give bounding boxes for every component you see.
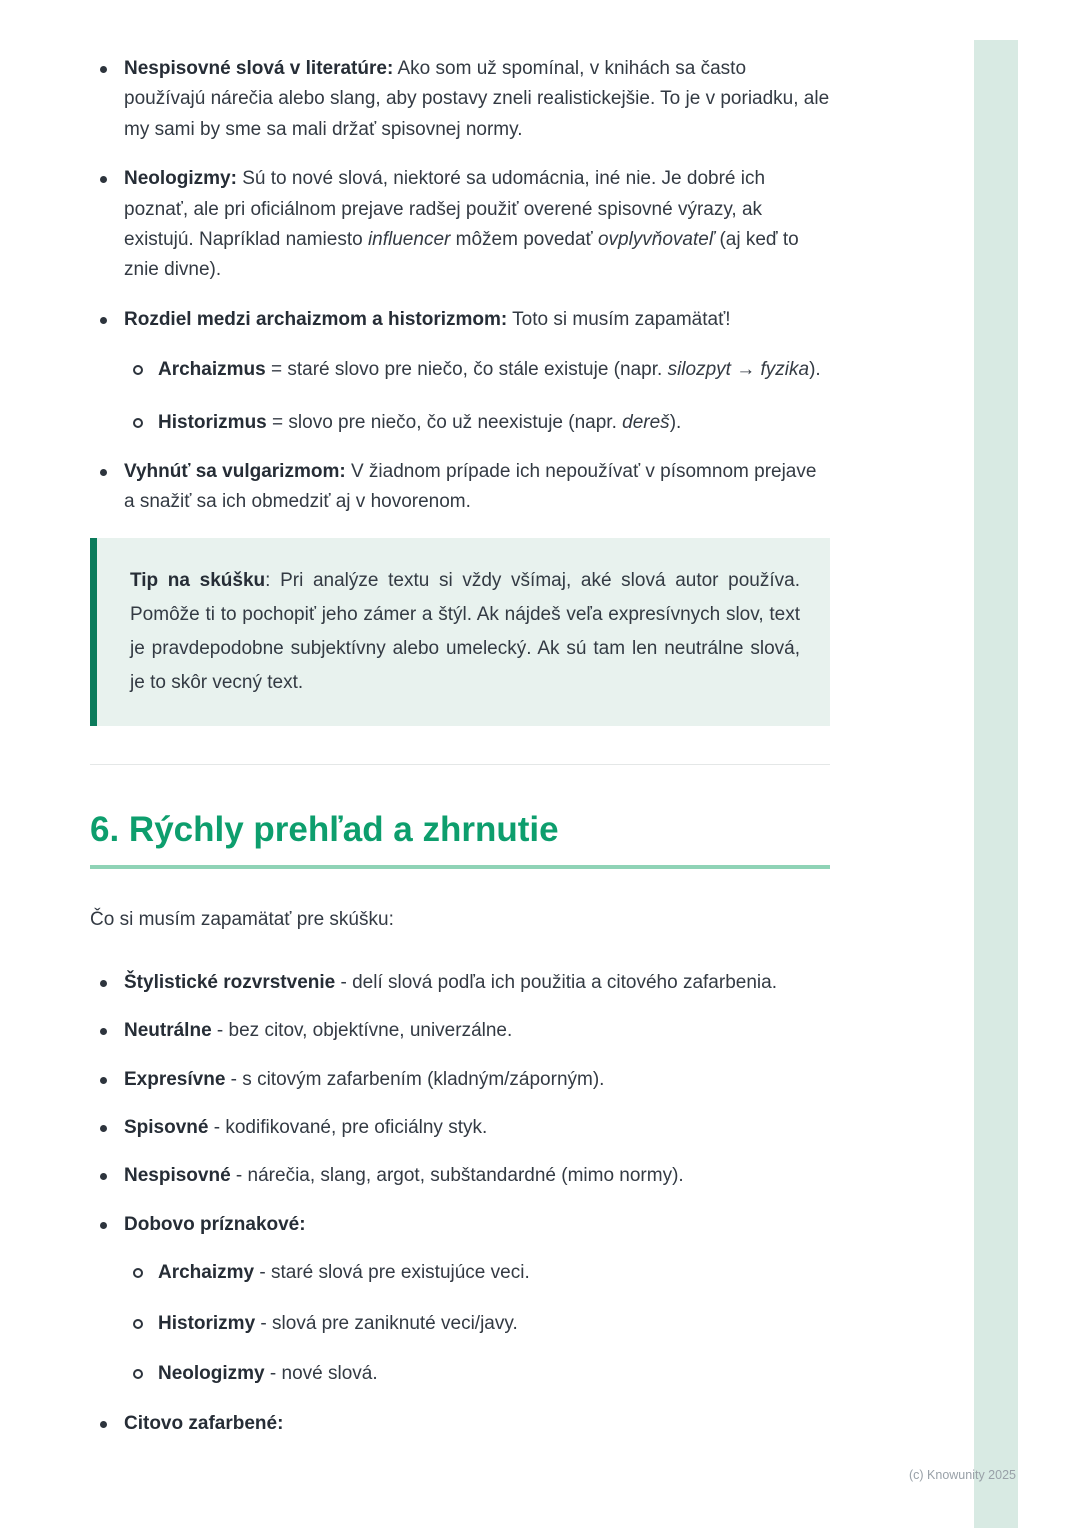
section-divider: [90, 764, 830, 765]
section-heading: 6. Rýchly prehľad a zhrnutie: [90, 810, 559, 850]
text-segment: ).: [669, 411, 682, 433]
text-segment: Ako som už spomínal, v knihách sa často používajú nárečia alebo slang, aby postavy zneli realistickejšie. To je v poriadku, ale my sami by sme sa mali držať spisovnej normy.: [124, 58, 830, 140]
list-item: [124, 355, 830, 385]
text-segment: - kodifikované, pre oficiálny styk.: [208, 1117, 488, 1138]
list-item: [90, 1113, 830, 1143]
page-content: [90, 40, 830, 1458]
text-segment: - nové slová.: [264, 1362, 378, 1384]
list-item: [124, 408, 830, 438]
text-segment: Historizmy: [158, 1312, 256, 1334]
text-segment: Neutrálne: [124, 1020, 212, 1042]
text-segment: Vyhnúť sa vulgarizmom:: [124, 460, 346, 482]
text-segment: Historizmus: [158, 411, 267, 433]
list-item: [90, 1210, 830, 1390]
text-segment: - staré slová pre existujúce veci.: [254, 1262, 530, 1284]
list-item: [90, 305, 830, 438]
list-item: [90, 1409, 830, 1439]
text-segment: - delí slová podľa ich použitia a citového zafarbenia.: [335, 971, 777, 993]
text-segment: Archaizmy: [158, 1262, 255, 1284]
text-segment: ovplyvňovateľ: [597, 228, 715, 250]
text-segment: →: [730, 359, 761, 381]
sub-list: [124, 1258, 830, 1389]
tip-text: [130, 564, 800, 701]
footer-copyright: (c) Knowunity 2025: [908, 1468, 1016, 1482]
text-segment: Toto si musím zapamätať!: [507, 308, 731, 330]
tip-callout: [90, 538, 830, 727]
text-segment: Štylistické rozvrstvenie: [124, 971, 336, 993]
text-segment: fyzika: [760, 359, 810, 381]
text-segment: Neologizmy:: [124, 168, 237, 190]
text-segment: V žiadnom prípade ich nepoužívať v písomnom prejave a snažiť sa ich obmedziť aj v hovorenom.: [124, 460, 817, 513]
text-segment: (aj keď to znie divne).: [124, 228, 799, 281]
text-segment: Tip na skúšku: [130, 569, 266, 591]
text-segment: Neologizmy: [158, 1362, 265, 1384]
notes-list: [90, 54, 830, 518]
list-item: [124, 1258, 830, 1288]
list-item: [90, 968, 830, 998]
text-segment: silozpyt: [667, 359, 731, 381]
list-item: [90, 164, 830, 286]
section-intro: Čo si musím zapamätať pre skúšku:: [90, 909, 394, 931]
text-segment: - slová pre zaniknuté veci/javy.: [255, 1312, 518, 1334]
text-segment: Dobovo príznakové:: [124, 1213, 306, 1235]
list-item: [90, 1161, 830, 1191]
text-segment: : Pri analýze textu si vždy všímaj, aké slová autor používa. Pomôže ti to pochopiť jeho zámer a štýl. Ak nájdeš veľa expresívnych slov, text je pravdepodobne subjektívny alebo umelecký. Ak sú tam len neutrálne slová, je to skôr vecný text.: [130, 569, 800, 694]
list-item: [90, 54, 830, 145]
text-segment: Sú to nové slová, niektoré sa udomácnia, iné nie. Je dobré ich poznať, ale pri oficiálnom prejave radšej použiť overené spisovné výrazy, ak existujú. Napríklad namiesto: [124, 168, 766, 250]
text-segment: Rozdiel medzi archaizmom a historizmom:: [124, 308, 508, 330]
text-segment: Nespisovné: [124, 1165, 231, 1187]
list-item: [124, 1309, 830, 1339]
summary-list: [90, 968, 830, 1440]
text-segment: Citovo zafarbené:: [124, 1413, 284, 1435]
text-segment: - s citovým zafarbením (kladným/záporným).: [225, 1068, 605, 1090]
text-segment: Expresívne: [124, 1068, 226, 1090]
text-segment: - bez citov, objektívne, univerzálne.: [211, 1020, 513, 1042]
list-item: [124, 1359, 830, 1389]
text-segment: Nespisovné slová v literatúre:: [124, 58, 394, 79]
text-segment: ).: [809, 359, 821, 381]
page-side-stripe: [974, 40, 1018, 1528]
text-segment: = slovo pre niečo, čo už neexistuje (napr.: [266, 411, 623, 433]
list-item: [90, 1016, 830, 1046]
text-segment: Archaizmus: [158, 359, 266, 381]
text-segment: môžem povedať: [450, 228, 598, 250]
text-segment: = staré slovo pre niečo, čo stále existuje (napr.: [265, 359, 668, 381]
text-segment: - nárečia, slang, argot, subštandardné (mimo normy).: [230, 1165, 684, 1187]
list-item: [90, 457, 830, 518]
text-segment: dereš: [622, 411, 670, 433]
list-item: [90, 1065, 830, 1095]
sub-list: [124, 355, 830, 438]
text-segment: Spisovné: [124, 1117, 209, 1138]
text-segment: influencer: [367, 228, 451, 250]
heading-underline-bar: [90, 865, 830, 869]
